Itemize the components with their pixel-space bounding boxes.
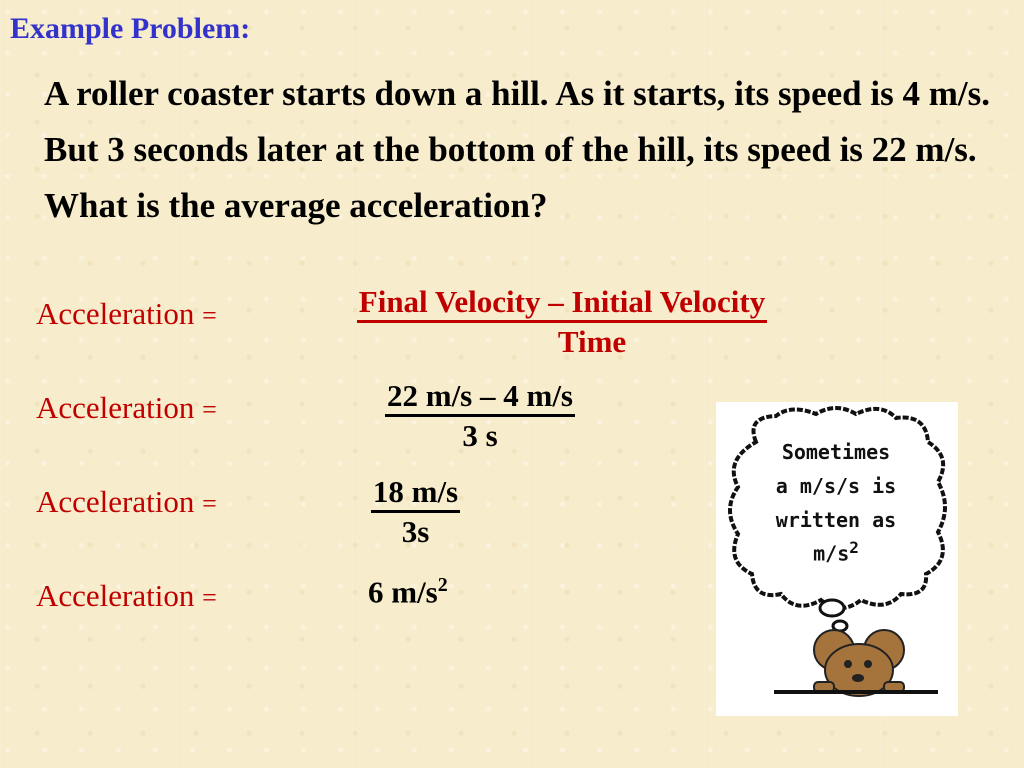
label-word: Acceleration (36, 296, 195, 331)
label-word: Acceleration (36, 578, 195, 613)
substitution-numerator: 22 m/s – 4 m/s (385, 378, 575, 417)
label-word: Acceleration (36, 390, 195, 425)
thought-bubble-cartoon (716, 402, 958, 716)
problem-statement: A roller coaster starts down a hill. As it starts, its speed is 4 m/s. But 3 seconds later at the bottom of the hill, its speed is 22 m/s. What is the average acceleration? (44, 74, 990, 225)
acceleration-label-1 (36, 296, 217, 332)
simplified-numerator: 18 m/s (371, 474, 460, 513)
label-equals: = (202, 301, 217, 330)
answer-value: 6 m/s (368, 574, 438, 610)
substitution-denominator: 3 s (462, 418, 498, 453)
formula-denominator: Time (557, 324, 627, 359)
label-equals: = (202, 395, 217, 424)
label-word: Acceleration (36, 484, 195, 519)
ledge-line (774, 690, 938, 694)
example-heading: Example Problem: (10, 12, 251, 45)
bubble-line-2: a m/s/s is (775, 474, 897, 498)
bubble-unit: m/s (813, 541, 850, 566)
formula-fraction (300, 284, 824, 361)
substitution-fraction (358, 378, 602, 455)
label-equals: = (202, 583, 217, 612)
simplified-fraction (358, 474, 473, 551)
bubble-line-4 (736, 538, 936, 566)
acceleration-label-4 (36, 578, 217, 614)
final-answer (368, 574, 448, 610)
answer-exponent: 2 (437, 574, 448, 596)
acceleration-label-3 (36, 484, 217, 520)
bubble-line-3: written as (775, 508, 897, 532)
bubble-line-1: Sometimes (781, 440, 891, 464)
acceleration-label-2 (36, 390, 217, 426)
simplified-denominator: 3s (401, 514, 430, 549)
formula-numerator: Final Velocity – Initial Velocity (357, 284, 767, 323)
bubble-exponent: 2 (849, 538, 859, 557)
label-equals: = (202, 489, 217, 518)
mouse-icon (814, 630, 904, 696)
